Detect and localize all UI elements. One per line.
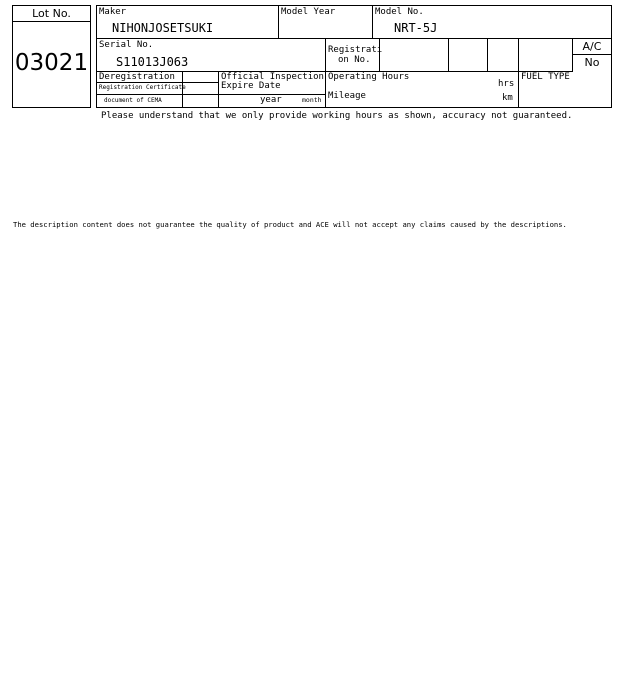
divider-reg-fuel — [518, 38, 519, 108]
inspection-label-line2: Expire Date — [221, 81, 281, 91]
operating-hours-unit: hrs — [498, 79, 515, 89]
lot-number: 03021 — [14, 50, 89, 76]
inspection-label-line1: Official Inspection — [221, 72, 324, 82]
registration-label-line1: Registrati — [328, 45, 383, 55]
mileage-unit: km — [502, 93, 513, 103]
inspection-year-label: year — [260, 95, 282, 105]
ac-value: No — [584, 56, 600, 69]
operating-hours-label: Operating Hours — [328, 72, 410, 82]
maker-label: Maker — [99, 7, 127, 17]
lot-divider — [12, 21, 91, 22]
maker-value: NIHONJOSETSUKI — [112, 21, 214, 35]
fuel-type-label: FUEL TYPE — [521, 72, 570, 82]
divider-reg-cell-2 — [487, 38, 488, 72]
lot-label: Lot No. — [32, 7, 71, 20]
registration-certificate-label: Registration Certificate — [99, 84, 186, 91]
mileage-label: Mileage — [328, 91, 366, 101]
divider-dereg-inspection — [218, 71, 219, 108]
model-no-label: Model No. — [375, 7, 424, 17]
divider-reg-cell-1 — [448, 38, 449, 72]
serial-label: Serial No. — [99, 40, 154, 50]
divider-dereg-2 — [96, 94, 219, 95]
disclaimer-note: The description content does not guarantee the quality of product and ACE will not accept any claims caused by the descriptions. — [13, 220, 567, 229]
serial-value: S11013J063 — [116, 55, 189, 69]
divider-modelyear-modelno — [372, 5, 373, 39]
ac-label: A/C — [582, 40, 602, 53]
divider-serial-registration — [325, 38, 326, 108]
divider-row1 — [96, 38, 612, 39]
model-year-label: Model Year — [281, 7, 336, 17]
model-no-value: NRT-5J — [394, 21, 438, 35]
divider-dereg-1 — [96, 82, 219, 83]
registration-label-line2: on No. — [338, 55, 371, 65]
deregistration-label: Deregistration — [99, 72, 175, 82]
cema-document-label: document of CEMA — [104, 97, 162, 104]
divider-ac — [572, 54, 612, 55]
working-hours-note: Please understand that we only provide working hours as shown, accuracy not guaranteed. — [101, 111, 573, 121]
divider-reg-label-cell — [379, 38, 380, 72]
inspection-month-label: month — [302, 96, 322, 104]
divider-maker-modelyear — [278, 5, 279, 39]
